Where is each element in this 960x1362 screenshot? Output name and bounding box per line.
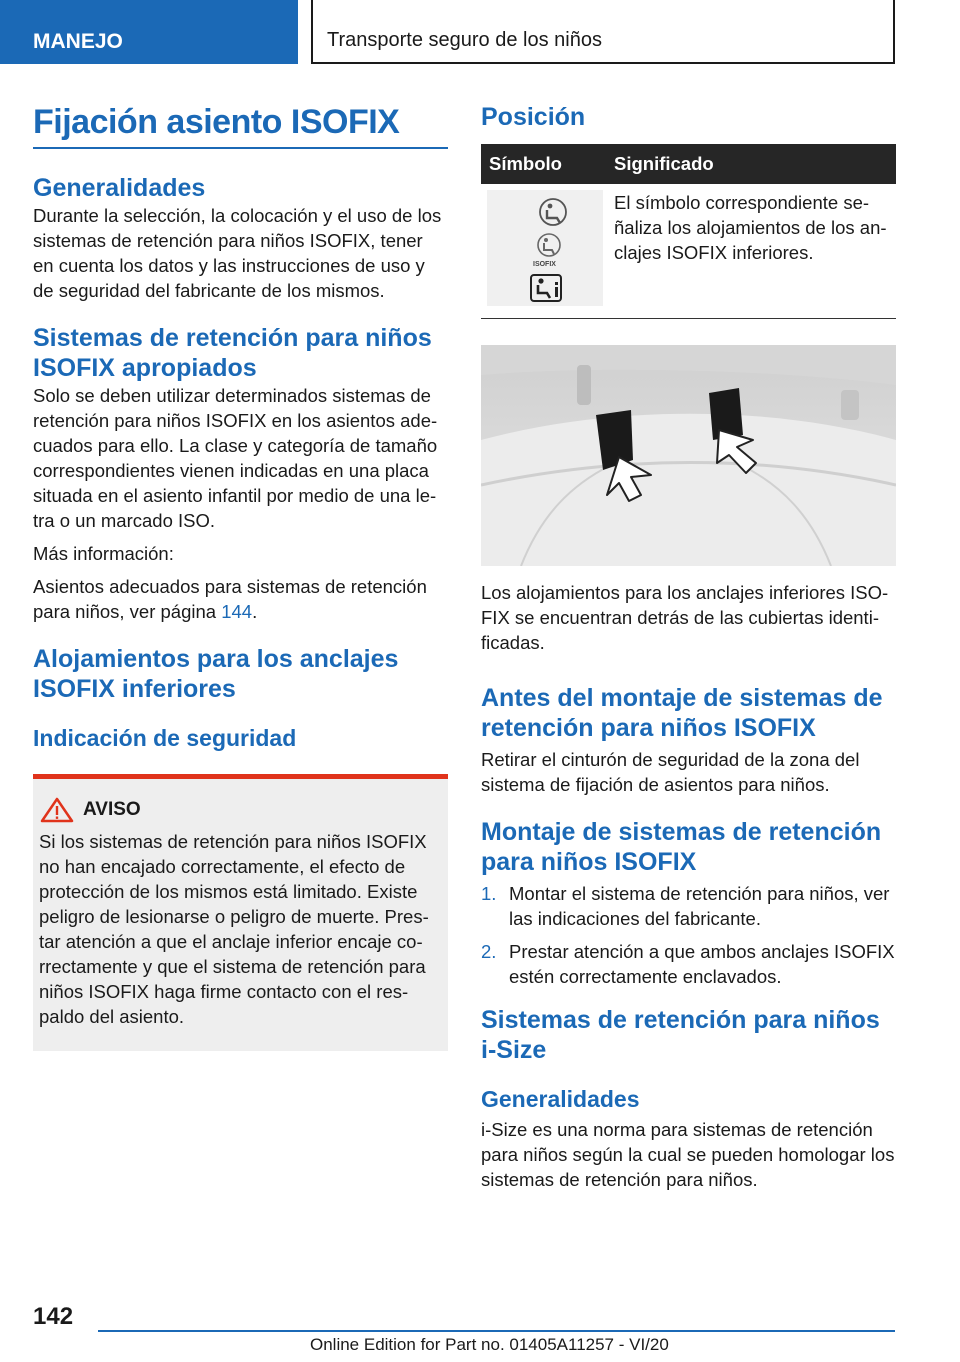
table-row [481, 184, 896, 306]
table-header-row [481, 144, 896, 184]
text-mas-info: Más información: [33, 543, 174, 564]
list-item [481, 881, 896, 931]
footer-edition: Online Edition for Part no. 01405A11257 - VI/20 [310, 1335, 669, 1354]
page-link[interactable]: 144 [221, 601, 253, 622]
footer-divider [98, 1330, 895, 1332]
table-header-significado: Significado [606, 144, 896, 184]
warning-triangle-icon [39, 797, 75, 823]
asientos-period: . [252, 601, 258, 622]
page-number: 142 [33, 1303, 74, 1330]
table-header-simbolo: Símbolo [481, 144, 606, 184]
title-divider [33, 147, 448, 149]
step-number: 1. [481, 883, 497, 904]
symbol-cell [481, 184, 606, 306]
page-title: Fijación asiento ISOFIX [33, 103, 400, 141]
heading-isize-generalidades: Generalidades [481, 1086, 640, 1112]
step-number: 2. [481, 941, 497, 962]
heading-montaje: Montaje de sistemas de retención para niños ISOFIX [481, 818, 882, 876]
header-tab: MANEJO [0, 0, 298, 64]
heading-alojamientos: Alojamientos para los anclajes ISOFIX inferiores [33, 645, 399, 703]
list-item [481, 939, 896, 989]
warning-text: Si los sistemas de retención para niños ISOFIX no han encajado correctamente, el efecto de protección de los mismos está limitado. Existe peligro de lesionarse o peligro de muerte. Prestar atención a que el anclaje inferior encaje correctamente y que el sistema de retención para niños ISOFIX haga firme contacto con el respaldo del asiento. [39, 831, 429, 1027]
isofix-icon [487, 190, 603, 306]
isofix-symbols [487, 190, 603, 306]
text-isize: i-Size es una norma para sistemas de retención para niños según la cual se pueden homologar los sistemas de retención para niños. [481, 1119, 895, 1190]
right-column [481, 100, 896, 1192]
heading-apropiados: Sistemas de retención para niños ISOFIX apropiados [33, 324, 432, 382]
montaje-steps [481, 881, 896, 989]
heading-antes: Antes del montaje de sistemas de retención para niños ISOFIX [481, 684, 883, 742]
warning-box [33, 774, 448, 1051]
heading-generalidades: Generalidades [33, 174, 206, 202]
heading-posicion: Posición [481, 103, 586, 131]
symbol-table [481, 144, 896, 306]
step-text: Prestar atención a que ambos anclajes ISOFIX estén correctamente enclavados. [509, 941, 895, 987]
asientos-text: Asientos adecuados para sistemas de retención para niños, ver página [33, 576, 427, 622]
symbol-description: El símbolo correspondiente señaliza los alojamientos de los anclajes ISOFIX inferiores. [614, 192, 887, 263]
step-text: Montar el sistema de retención para niños, ver las indicaciones del fabricante. [509, 883, 890, 929]
heading-indicacion: Indicación de seguridad [33, 725, 297, 751]
left-column [33, 100, 448, 1051]
text-antes: Retirar el cinturón de seguridad de la zona del sistema de fijación de asientos para niños. [481, 749, 860, 795]
warning-header [39, 797, 442, 823]
image-caption: Los alojamientos para los anclajes inferiores ISOFIX se encuentran detrás de las cubiertas identificadas. [481, 582, 889, 653]
seat-anchor-image [481, 345, 896, 566]
text-asientos [33, 574, 448, 624]
table-divider [481, 318, 896, 319]
isofix-symbol-label: ISOFIX [533, 261, 556, 268]
heading-isize: Sistemas de retención para niños i-Size [481, 1006, 880, 1064]
text-apropiados: Solo se deben utilizar determinados sistemas de retención para niños ISOFIX en los asientos adecuados para ello. La clase y categoría de tamaño correspondientes vienen indicadas en una placa situada en el asiento infantil por medio de una letra o un marcado ISO. [33, 385, 438, 531]
warning-title: AVISO [83, 799, 141, 820]
text-generalidades: Durante la selección, la colocación y el uso de los sistemas de retención para niños ISOFIX, tener en cuenta los datos y las instrucciones de uso y de seguridad del fabricante de los mismos. [33, 205, 442, 301]
header-section-title: Transporte seguro de los niños [311, 0, 895, 64]
